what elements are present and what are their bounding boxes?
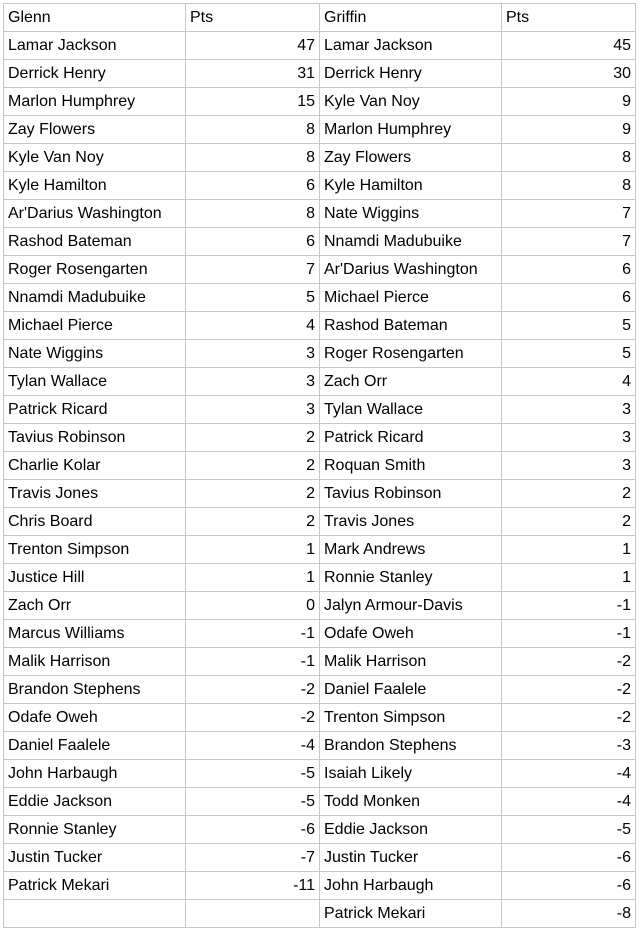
- glenn-points-cell[interactable]: 2: [186, 480, 320, 508]
- griffin-player-cell[interactable]: Kyle Van Noy: [320, 88, 502, 116]
- griffin-points-cell[interactable]: 5: [502, 312, 636, 340]
- griffin-player-cell[interactable]: Derrick Henry: [320, 60, 502, 88]
- glenn-player-cell[interactable]: Patrick Ricard: [4, 396, 186, 424]
- glenn-points-cell[interactable]: 6: [186, 172, 320, 200]
- header-glenn-pts[interactable]: Pts: [186, 4, 320, 32]
- griffin-points-cell[interactable]: 45: [502, 32, 636, 60]
- glenn-points-cell[interactable]: 2: [186, 452, 320, 480]
- glenn-player-cell[interactable]: Travis Jones: [4, 480, 186, 508]
- table-row: [4, 648, 636, 676]
- griffin-points-cell[interactable]: 9: [502, 88, 636, 116]
- table-row: [4, 592, 636, 620]
- table-row: [4, 536, 636, 564]
- glenn-points-cell[interactable]: -2: [186, 704, 320, 732]
- griffin-points-cell[interactable]: 8: [502, 172, 636, 200]
- griffin-points-cell[interactable]: 6: [502, 256, 636, 284]
- griffin-player-cell[interactable]: Travis Jones: [320, 508, 502, 536]
- glenn-points-cell[interactable]: 5: [186, 284, 320, 312]
- glenn-points-cell[interactable]: 4: [186, 312, 320, 340]
- table-row: [4, 256, 636, 284]
- griffin-points-cell[interactable]: 2: [502, 480, 636, 508]
- table-row: [4, 508, 636, 536]
- glenn-points-cell[interactable]: 3: [186, 396, 320, 424]
- griffin-points-cell[interactable]: -8: [502, 900, 636, 928]
- glenn-points-cell[interactable]: -4: [186, 732, 320, 760]
- table-row: [4, 480, 636, 508]
- glenn-player-cell[interactable]: Odafe Oweh: [4, 704, 186, 732]
- glenn-player-cell[interactable]: Ar'Darius Washington: [4, 200, 186, 228]
- table-row: [4, 788, 636, 816]
- glenn-player-cell[interactable]: Ronnie Stanley: [4, 816, 186, 844]
- glenn-player-cell[interactable]: Brandon Stephens: [4, 676, 186, 704]
- griffin-points-cell[interactable]: -5: [502, 816, 636, 844]
- griffin-player-cell[interactable]: Mark Andrews: [320, 536, 502, 564]
- griffin-player-cell[interactable]: Patrick Ricard: [320, 424, 502, 452]
- glenn-points-cell[interactable]: -5: [186, 788, 320, 816]
- glenn-player-cell[interactable]: Nate Wiggins: [4, 340, 186, 368]
- glenn-points-cell[interactable]: 3: [186, 340, 320, 368]
- griffin-player-cell[interactable]: Justin Tucker: [320, 844, 502, 872]
- glenn-player-cell[interactable]: Tylan Wallace: [4, 368, 186, 396]
- header-glenn[interactable]: Glenn: [4, 4, 186, 32]
- griffin-player-cell[interactable]: Todd Monken: [320, 788, 502, 816]
- griffin-points-cell[interactable]: -1: [502, 592, 636, 620]
- glenn-player-cell[interactable]: Justice Hill: [4, 564, 186, 592]
- glenn-player-cell[interactable]: [4, 900, 186, 928]
- table-row: [4, 704, 636, 732]
- glenn-player-cell[interactable]: Malik Harrison: [4, 648, 186, 676]
- glenn-player-cell[interactable]: Marlon Humphrey: [4, 88, 186, 116]
- griffin-player-cell[interactable]: Ronnie Stanley: [320, 564, 502, 592]
- table-row: [4, 424, 636, 452]
- table-row: [4, 872, 636, 900]
- header-row: [4, 4, 636, 32]
- griffin-points-cell[interactable]: -2: [502, 648, 636, 676]
- table-row: [4, 228, 636, 256]
- glenn-player-cell[interactable]: Roger Rosengarten: [4, 256, 186, 284]
- table-row: [4, 284, 636, 312]
- glenn-points-cell[interactable]: 8: [186, 200, 320, 228]
- griffin-points-cell[interactable]: 30: [502, 60, 636, 88]
- glenn-player-cell[interactable]: Zay Flowers: [4, 116, 186, 144]
- griffin-points-cell[interactable]: -6: [502, 872, 636, 900]
- griffin-points-cell[interactable]: -3: [502, 732, 636, 760]
- glenn-points-cell[interactable]: 15: [186, 88, 320, 116]
- griffin-player-cell[interactable]: Trenton Simpson: [320, 704, 502, 732]
- table-row: [4, 144, 636, 172]
- table-row: [4, 116, 636, 144]
- griffin-points-cell[interactable]: 1: [502, 564, 636, 592]
- spreadsheet: [3, 3, 636, 928]
- griffin-player-cell[interactable]: Nnamdi Madubuike: [320, 228, 502, 256]
- table-row: [4, 312, 636, 340]
- glenn-points-cell[interactable]: 8: [186, 116, 320, 144]
- glenn-player-cell[interactable]: Charlie Kolar: [4, 452, 186, 480]
- glenn-player-cell[interactable]: Kyle Hamilton: [4, 172, 186, 200]
- glenn-player-cell[interactable]: John Harbaugh: [4, 760, 186, 788]
- glenn-points-cell[interactable]: -6: [186, 816, 320, 844]
- glenn-points-cell[interactable]: 1: [186, 536, 320, 564]
- griffin-points-cell[interactable]: 6: [502, 284, 636, 312]
- griffin-player-cell[interactable]: Malik Harrison: [320, 648, 502, 676]
- table-row: [4, 900, 636, 928]
- griffin-player-cell[interactable]: Zay Flowers: [320, 144, 502, 172]
- griffin-player-cell[interactable]: Roquan Smith: [320, 452, 502, 480]
- griffin-points-cell[interactable]: -6: [502, 844, 636, 872]
- griffin-player-cell[interactable]: Lamar Jackson: [320, 32, 502, 60]
- griffin-points-cell[interactable]: 4: [502, 368, 636, 396]
- glenn-player-cell[interactable]: Eddie Jackson: [4, 788, 186, 816]
- points-table: [3, 3, 636, 928]
- glenn-player-cell[interactable]: Kyle Van Noy: [4, 144, 186, 172]
- table-row: [4, 60, 636, 88]
- glenn-points-cell[interactable]: 6: [186, 228, 320, 256]
- glenn-points-cell[interactable]: -2: [186, 676, 320, 704]
- glenn-player-cell[interactable]: Derrick Henry: [4, 60, 186, 88]
- table-row: [4, 88, 636, 116]
- griffin-player-cell[interactable]: Odafe Oweh: [320, 620, 502, 648]
- griffin-points-cell[interactable]: 1: [502, 536, 636, 564]
- griffin-points-cell[interactable]: -4: [502, 760, 636, 788]
- griffin-player-cell[interactable]: Ar'Darius Washington: [320, 256, 502, 284]
- griffin-points-cell[interactable]: 2: [502, 508, 636, 536]
- table-row: [4, 732, 636, 760]
- table-row: [4, 200, 636, 228]
- griffin-player-cell[interactable]: Marlon Humphrey: [320, 116, 502, 144]
- griffin-points-cell[interactable]: 9: [502, 116, 636, 144]
- glenn-player-cell[interactable]: Daniel Faalele: [4, 732, 186, 760]
- griffin-points-cell[interactable]: 3: [502, 396, 636, 424]
- glenn-points-cell[interactable]: [186, 900, 320, 928]
- glenn-points-cell[interactable]: -1: [186, 620, 320, 648]
- glenn-player-cell[interactable]: Zach Orr: [4, 592, 186, 620]
- glenn-player-cell[interactable]: Lamar Jackson: [4, 32, 186, 60]
- table-row: [4, 452, 636, 480]
- griffin-player-cell[interactable]: Brandon Stephens: [320, 732, 502, 760]
- griffin-player-cell[interactable]: Michael Pierce: [320, 284, 502, 312]
- griffin-player-cell[interactable]: Patrick Mekari: [320, 900, 502, 928]
- griffin-player-cell[interactable]: Zach Orr: [320, 368, 502, 396]
- glenn-points-cell[interactable]: 8: [186, 144, 320, 172]
- griffin-player-cell[interactable]: John Harbaugh: [320, 872, 502, 900]
- glenn-points-cell[interactable]: 2: [186, 424, 320, 452]
- header-griffin[interactable]: Griffin: [320, 4, 502, 32]
- glenn-points-cell[interactable]: 0: [186, 592, 320, 620]
- glenn-player-cell[interactable]: Patrick Mekari: [4, 872, 186, 900]
- glenn-player-cell[interactable]: Marcus Williams: [4, 620, 186, 648]
- griffin-player-cell[interactable]: Tylan Wallace: [320, 396, 502, 424]
- griffin-player-cell[interactable]: Daniel Faalele: [320, 676, 502, 704]
- glenn-player-cell[interactable]: Tavius Robinson: [4, 424, 186, 452]
- glenn-player-cell[interactable]: Nnamdi Madubuike: [4, 284, 186, 312]
- griffin-points-cell[interactable]: 3: [502, 424, 636, 452]
- griffin-player-cell[interactable]: Rashod Bateman: [320, 312, 502, 340]
- griffin-player-cell[interactable]: Roger Rosengarten: [320, 340, 502, 368]
- table-row: [4, 32, 636, 60]
- glenn-player-cell[interactable]: Chris Board: [4, 508, 186, 536]
- griffin-points-cell[interactable]: 7: [502, 228, 636, 256]
- griffin-points-cell[interactable]: 5: [502, 340, 636, 368]
- griffin-points-cell[interactable]: -2: [502, 676, 636, 704]
- griffin-player-cell[interactable]: Tavius Robinson: [320, 480, 502, 508]
- glenn-points-cell[interactable]: 31: [186, 60, 320, 88]
- griffin-points-cell[interactable]: 3: [502, 452, 636, 480]
- glenn-points-cell[interactable]: 7: [186, 256, 320, 284]
- glenn-points-cell[interactable]: -11: [186, 872, 320, 900]
- table-row: [4, 816, 636, 844]
- table-row: [4, 760, 636, 788]
- griffin-player-cell[interactable]: Kyle Hamilton: [320, 172, 502, 200]
- griffin-player-cell[interactable]: Eddie Jackson: [320, 816, 502, 844]
- table-row: [4, 172, 636, 200]
- glenn-player-cell[interactable]: Trenton Simpson: [4, 536, 186, 564]
- glenn-player-cell[interactable]: Rashod Bateman: [4, 228, 186, 256]
- table-row: [4, 340, 636, 368]
- griffin-points-cell[interactable]: 8: [502, 144, 636, 172]
- table-row: [4, 564, 636, 592]
- header-griffin-pts[interactable]: Pts: [502, 4, 636, 32]
- griffin-player-cell[interactable]: Jalyn Armour-Davis: [320, 592, 502, 620]
- glenn-points-cell[interactable]: 47: [186, 32, 320, 60]
- griffin-points-cell[interactable]: 7: [502, 200, 636, 228]
- glenn-points-cell[interactable]: 2: [186, 508, 320, 536]
- table-row: [4, 844, 636, 872]
- glenn-points-cell[interactable]: -7: [186, 844, 320, 872]
- griffin-points-cell[interactable]: -1: [502, 620, 636, 648]
- glenn-points-cell[interactable]: 3: [186, 368, 320, 396]
- griffin-points-cell[interactable]: -4: [502, 788, 636, 816]
- griffin-player-cell[interactable]: Isaiah Likely: [320, 760, 502, 788]
- table-row: [4, 676, 636, 704]
- table-row: [4, 620, 636, 648]
- griffin-points-cell[interactable]: -2: [502, 704, 636, 732]
- glenn-points-cell[interactable]: -1: [186, 648, 320, 676]
- glenn-player-cell[interactable]: Justin Tucker: [4, 844, 186, 872]
- table-row: [4, 396, 636, 424]
- glenn-points-cell[interactable]: -5: [186, 760, 320, 788]
- table-row: [4, 368, 636, 396]
- glenn-points-cell[interactable]: 1: [186, 564, 320, 592]
- griffin-player-cell[interactable]: Nate Wiggins: [320, 200, 502, 228]
- glenn-player-cell[interactable]: Michael Pierce: [4, 312, 186, 340]
